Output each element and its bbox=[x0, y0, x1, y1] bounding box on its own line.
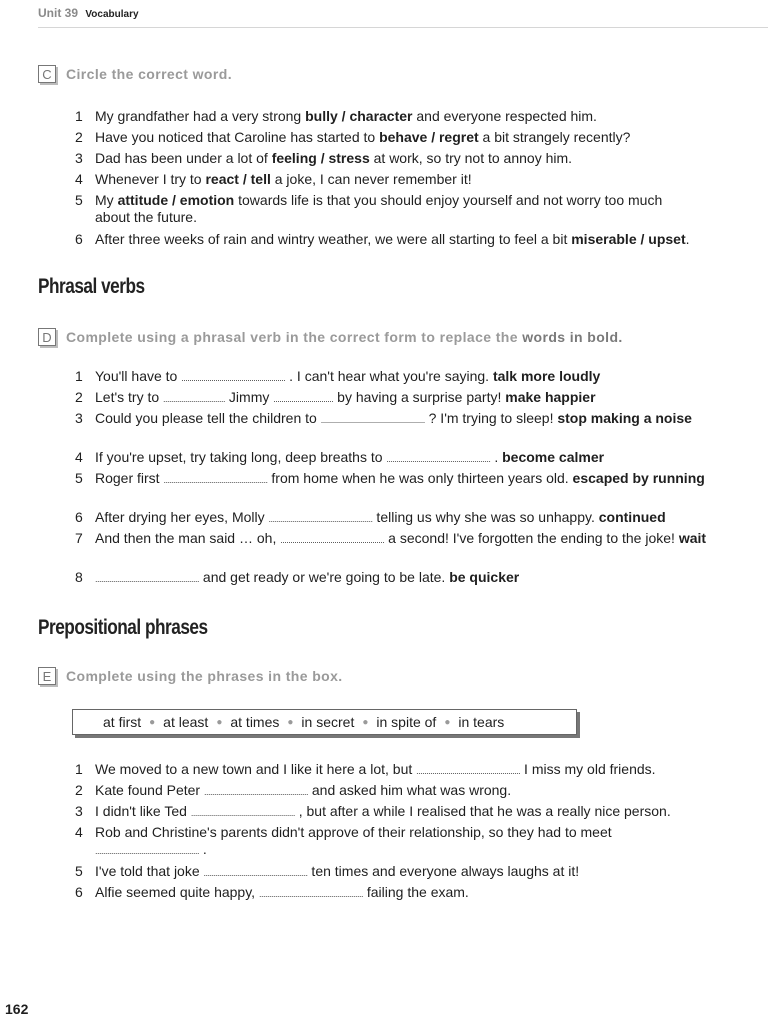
answer-blank[interactable]: .................................................... bbox=[203, 787, 308, 797]
list-item bbox=[75, 389, 765, 408]
item-text: Alfie seemed quite happy, bbox=[95, 884, 259, 900]
bold-cue: stop making a noise bbox=[557, 410, 692, 426]
item-number: 5 bbox=[75, 192, 83, 208]
item-text: You'll have to bbox=[95, 368, 182, 384]
item-number: 2 bbox=[75, 782, 83, 798]
item-text: a bit strangely recently? bbox=[478, 129, 631, 145]
item-text: After drying her eyes, Molly bbox=[95, 509, 269, 525]
box-phrase: in spite of bbox=[376, 714, 437, 730]
answer-blank[interactable]: .................................................... bbox=[190, 808, 295, 818]
item-text: Kate found Peter bbox=[95, 782, 204, 798]
bullet-icon: ● bbox=[149, 716, 156, 728]
item-text: by having a surprise party! bbox=[333, 389, 506, 405]
item-number: 5 bbox=[75, 470, 83, 486]
word-choice[interactable]: feeling / stress bbox=[271, 150, 370, 166]
item-text: Rob and Christine's parents didn't approve of their relationship, so they had to meet bbox=[95, 824, 612, 840]
list-item bbox=[75, 129, 765, 146]
item-text: We moved to a new town and I like it here a lot, but bbox=[95, 761, 417, 777]
list-item bbox=[75, 410, 735, 429]
item-text: My bbox=[95, 192, 118, 208]
item-number: 3 bbox=[75, 150, 83, 166]
item-number: 2 bbox=[75, 129, 83, 145]
list-item bbox=[75, 803, 765, 822]
box-phrase: at least bbox=[163, 714, 209, 730]
item-text: from home when he was only thirteen years old. bbox=[267, 470, 573, 486]
word-choice[interactable]: miserable / upset bbox=[571, 231, 686, 247]
bullet-icon: ● bbox=[216, 716, 223, 728]
exercise-instruction: Complete using the phrases in the box. bbox=[66, 668, 343, 684]
item-text: Let's try to bbox=[95, 389, 164, 405]
item-text: and asked him what was wrong. bbox=[308, 782, 512, 798]
item-text: I didn't like Ted bbox=[95, 803, 191, 819]
box-phrase: in secret bbox=[301, 714, 355, 730]
item-text: And then the man said … oh, bbox=[95, 530, 281, 546]
item-number: 4 bbox=[75, 449, 83, 465]
bullet-icon: ● bbox=[287, 716, 294, 728]
item-text: ? I'm trying to sleep! bbox=[424, 410, 558, 426]
section-title-prepositional-phrases: Prepositional phrases bbox=[38, 616, 208, 639]
item-number: 4 bbox=[75, 824, 83, 840]
page-header bbox=[38, 6, 139, 20]
list-item bbox=[75, 192, 675, 226]
item-text: Roger first bbox=[95, 470, 164, 486]
header-divider bbox=[38, 27, 768, 28]
section-label: Vocabulary bbox=[85, 9, 139, 20]
answer-blank[interactable]: .................................................... bbox=[386, 454, 491, 464]
list-item bbox=[75, 884, 765, 903]
item-text: . bbox=[685, 231, 690, 247]
bold-cue: continued bbox=[598, 509, 666, 525]
section-title-phrasal-verbs: Phrasal verbs bbox=[38, 275, 145, 298]
item-number: 1 bbox=[75, 761, 83, 777]
item-text: ten times and everyone always laughs at it! bbox=[307, 863, 580, 879]
exercise-letter: E bbox=[38, 667, 56, 685]
item-number: 6 bbox=[75, 231, 83, 247]
exercise-instruction-bold: words in bold. bbox=[522, 329, 623, 345]
item-number: 5 bbox=[75, 863, 83, 879]
box-phrase: in tears bbox=[458, 714, 505, 730]
item-text: and everyone respected him. bbox=[412, 108, 597, 124]
answer-blank[interactable]: .................................................... bbox=[280, 535, 385, 545]
item-text: a joke, I can never remember it! bbox=[270, 171, 472, 187]
list-item bbox=[75, 761, 765, 780]
bold-cue: be quicker bbox=[449, 569, 520, 585]
bold-cue: become calmer bbox=[502, 449, 605, 465]
item-number: 2 bbox=[75, 389, 83, 405]
item-text: a second! I've forgotten the ending to the joke! bbox=[384, 530, 679, 546]
list-item bbox=[75, 863, 765, 882]
item-number: 1 bbox=[75, 108, 83, 124]
bullet-icon: ● bbox=[444, 716, 451, 728]
item-text: I've told that joke bbox=[95, 863, 204, 879]
exercise-letter: D bbox=[38, 328, 56, 346]
answer-blank[interactable]: .................................................... bbox=[320, 415, 425, 425]
list-item bbox=[75, 108, 765, 125]
list-item bbox=[75, 569, 765, 588]
exercise-instruction: Circle the correct word. bbox=[66, 66, 232, 82]
item-text: Dad has been under a lot of bbox=[95, 150, 272, 166]
answer-blank[interactable]: .................................................... bbox=[268, 514, 373, 524]
item-text: Could you please tell the children to bbox=[95, 410, 321, 426]
item-text: towards life is that you should enjoy yourself and not worry too much about the future. bbox=[95, 192, 663, 225]
item-number: 6 bbox=[75, 884, 83, 900]
box-phrase: at first bbox=[103, 714, 142, 730]
list-item bbox=[75, 171, 765, 188]
exercise-c-heading bbox=[38, 65, 232, 83]
item-text: , but after a while I realised that he was a really nice person. bbox=[294, 803, 671, 819]
item-number: 4 bbox=[75, 171, 83, 187]
item-text: at work, so try not to annoy him. bbox=[369, 150, 573, 166]
word-choice[interactable]: react / tell bbox=[205, 171, 271, 187]
item-number: 1 bbox=[75, 368, 83, 384]
bold-cue: escaped by running bbox=[572, 470, 705, 486]
item-text: If you're upset, try taking long, deep breaths to bbox=[95, 449, 387, 465]
answer-blank[interactable]: .................................................... bbox=[258, 889, 363, 899]
list-item bbox=[75, 368, 765, 387]
item-text: After three weeks of rain and wintry weather, we were all starting to feel a bit bbox=[95, 231, 572, 247]
item-number: 8 bbox=[75, 569, 83, 585]
list-item bbox=[75, 150, 765, 167]
exercise-e-heading bbox=[38, 667, 343, 685]
list-item bbox=[75, 231, 765, 248]
item-text: Whenever I try to bbox=[95, 171, 206, 187]
answer-blank[interactable]: .................................................... bbox=[163, 475, 268, 485]
answer-blank[interactable]: .................................................... bbox=[203, 868, 308, 878]
list-item bbox=[75, 530, 735, 549]
list-item bbox=[75, 470, 735, 489]
exercise-instruction: Complete using a phrasal verb in the correct form to replace the bbox=[66, 329, 518, 345]
bold-cue: talk more loudly bbox=[492, 368, 601, 384]
box-phrase: at times bbox=[230, 714, 280, 730]
item-number: 3 bbox=[75, 410, 83, 426]
item-number: 7 bbox=[75, 530, 83, 546]
item-text: . bbox=[199, 841, 207, 857]
item-text: telling us why she was so unhappy. bbox=[372, 509, 599, 525]
bold-cue: wait bbox=[678, 530, 707, 546]
answer-blank[interactable]: .................................................... bbox=[95, 846, 200, 856]
word-choice[interactable]: behave / regret bbox=[379, 129, 479, 145]
item-text: Jimmy bbox=[225, 389, 274, 405]
answer-blank[interactable]: .............................. bbox=[273, 394, 334, 404]
page-number: 162 bbox=[5, 1001, 29, 1017]
answer-blank[interactable]: ............................... bbox=[163, 394, 226, 404]
list-item bbox=[75, 824, 765, 860]
list-item bbox=[75, 509, 765, 528]
item-text: and get ready or we're going to be late. bbox=[199, 569, 450, 585]
exercise-d-heading bbox=[38, 328, 623, 346]
bullet-icon: ● bbox=[362, 716, 369, 728]
answer-blank[interactable]: .................................................... bbox=[181, 373, 286, 383]
exercise-letter: C bbox=[38, 65, 56, 83]
unit-label: Unit 39 bbox=[38, 6, 79, 20]
bold-cue: make happier bbox=[505, 389, 596, 405]
item-text: Have you noticed that Caroline has started to bbox=[95, 129, 380, 145]
list-item bbox=[75, 782, 765, 801]
item-text: My grandfather had a very strong bbox=[95, 108, 306, 124]
word-choice[interactable]: bully / character bbox=[305, 108, 413, 124]
answer-blank[interactable]: .................................................... bbox=[95, 574, 200, 584]
word-choice[interactable]: attitude / emotion bbox=[117, 192, 235, 208]
item-text: I miss my old friends. bbox=[520, 761, 656, 777]
list-item bbox=[75, 449, 765, 468]
item-number: 6 bbox=[75, 509, 83, 525]
phrase-box bbox=[72, 709, 577, 735]
item-text: . bbox=[490, 449, 503, 465]
item-text: . I can't hear what you're saying. bbox=[285, 368, 493, 384]
item-number: 3 bbox=[75, 803, 83, 819]
item-text: failing the exam. bbox=[362, 884, 469, 900]
answer-blank[interactable]: .................................................... bbox=[416, 766, 521, 776]
